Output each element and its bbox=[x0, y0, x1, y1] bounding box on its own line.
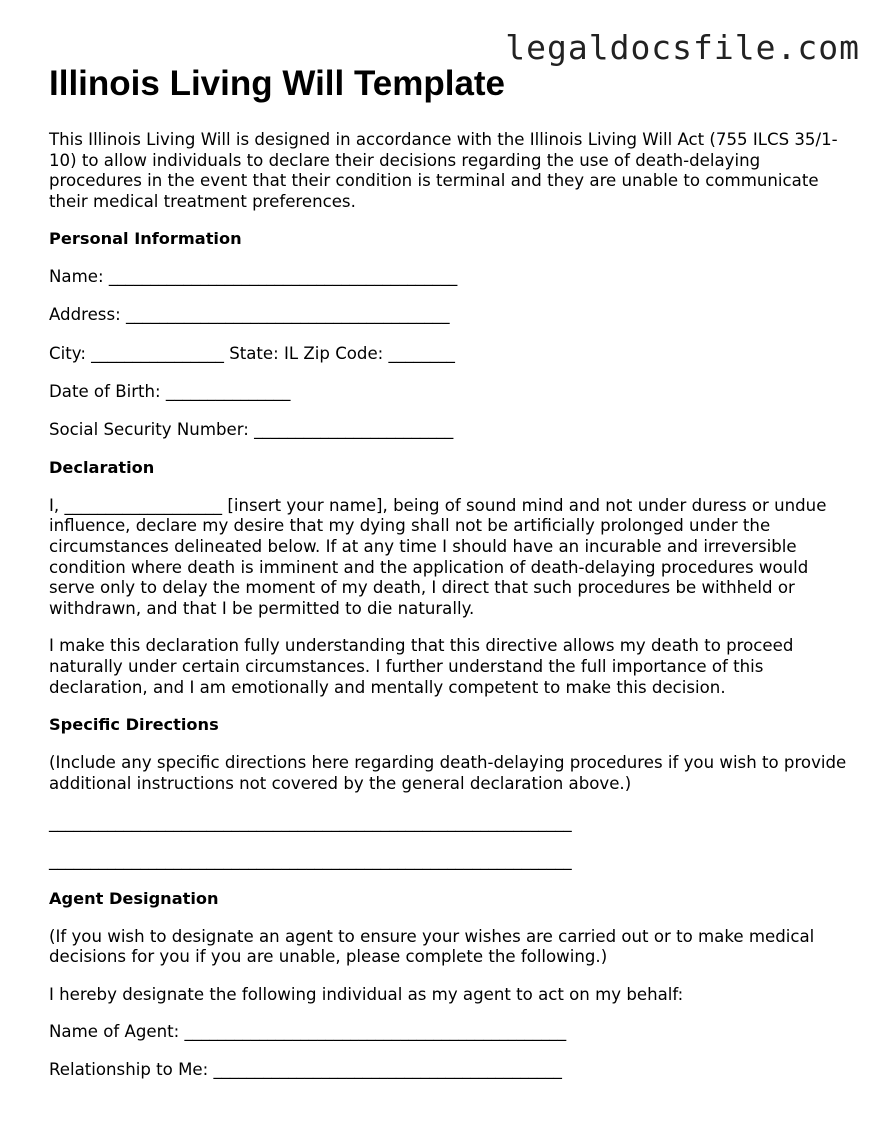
specific-directions-line-1: _______________________________________________________________ bbox=[49, 813, 572, 833]
declaration-paragraph-1: I, ___________________ [insert your name], being of sound mind and not under duress or undue influence, declare my desire that my dying shall not be artificially prolonged under the circumstances delineated below. If at any time I should have an incurable and irreversible condition where death is imminent and the application of death-delaying procedures would serve only to delay the moment of my death, I direct that such procedures be withheld or withdrawn, and that I be permitted to die naturally. bbox=[49, 495, 827, 618]
agent-relationship-field: Relationship to Me: __________________________________________ bbox=[49, 1060, 562, 1080]
agent-instructions: (If you wish to designate an agent to ensure your wishes are carried out or to make medical decisions for you if you are unable, please complete the following.) bbox=[49, 926, 815, 967]
document bbox=[49, 62, 849, 1099]
specific-directions-heading: Specific Directions bbox=[49, 715, 219, 735]
specific-directions-line-2: _______________________________________________________________ bbox=[49, 850, 572, 870]
declaration-paragraph-2: I make this declaration fully understanding that this directive allows my death to proceed naturally under certain circumstances. I further understand the full importance of this declaration, and I am emotionally and mentally competent to make this decision. bbox=[49, 636, 794, 697]
address-field: Address: _______________________________________ bbox=[49, 305, 450, 325]
date-of-birth-field: Date of Birth: _______________ bbox=[49, 381, 291, 401]
agent-designation-heading: Agent Designation bbox=[49, 888, 219, 908]
intro-paragraph: This Illinois Living Will is designed in accordance with the Illinois Living Will Act (755 ILCS 35/1-10) to allow individuals to declare their decisions regarding the use of death-delaying procedures in the event that their condition is terminal and they are unable to communicate their medical treatment preferences. bbox=[49, 130, 838, 211]
city-state-zip-field: City: ________________ State: IL Zip Code: ________ bbox=[49, 343, 455, 363]
agent-designate-statement: I hereby designate the following individual as my agent to act on my behalf: bbox=[49, 984, 684, 1004]
specific-directions-instructions: (Include any specific directions here regarding death-delaying procedures if you wish to provide additional instructions not covered by the general declaration above.) bbox=[49, 753, 847, 793]
declaration-heading: Declaration bbox=[49, 457, 155, 477]
page-title: Illinois Living Will Template bbox=[49, 64, 506, 103]
ssn-field: Social Security Number: ________________________ bbox=[49, 419, 454, 439]
personal-information-heading: Personal Information bbox=[49, 229, 242, 249]
agent-name-field: Name of Agent: ______________________________________________ bbox=[49, 1022, 567, 1042]
name-field: Name: __________________________________________ bbox=[49, 267, 458, 287]
watermark: legaldocsfile.com bbox=[505, 28, 860, 67]
